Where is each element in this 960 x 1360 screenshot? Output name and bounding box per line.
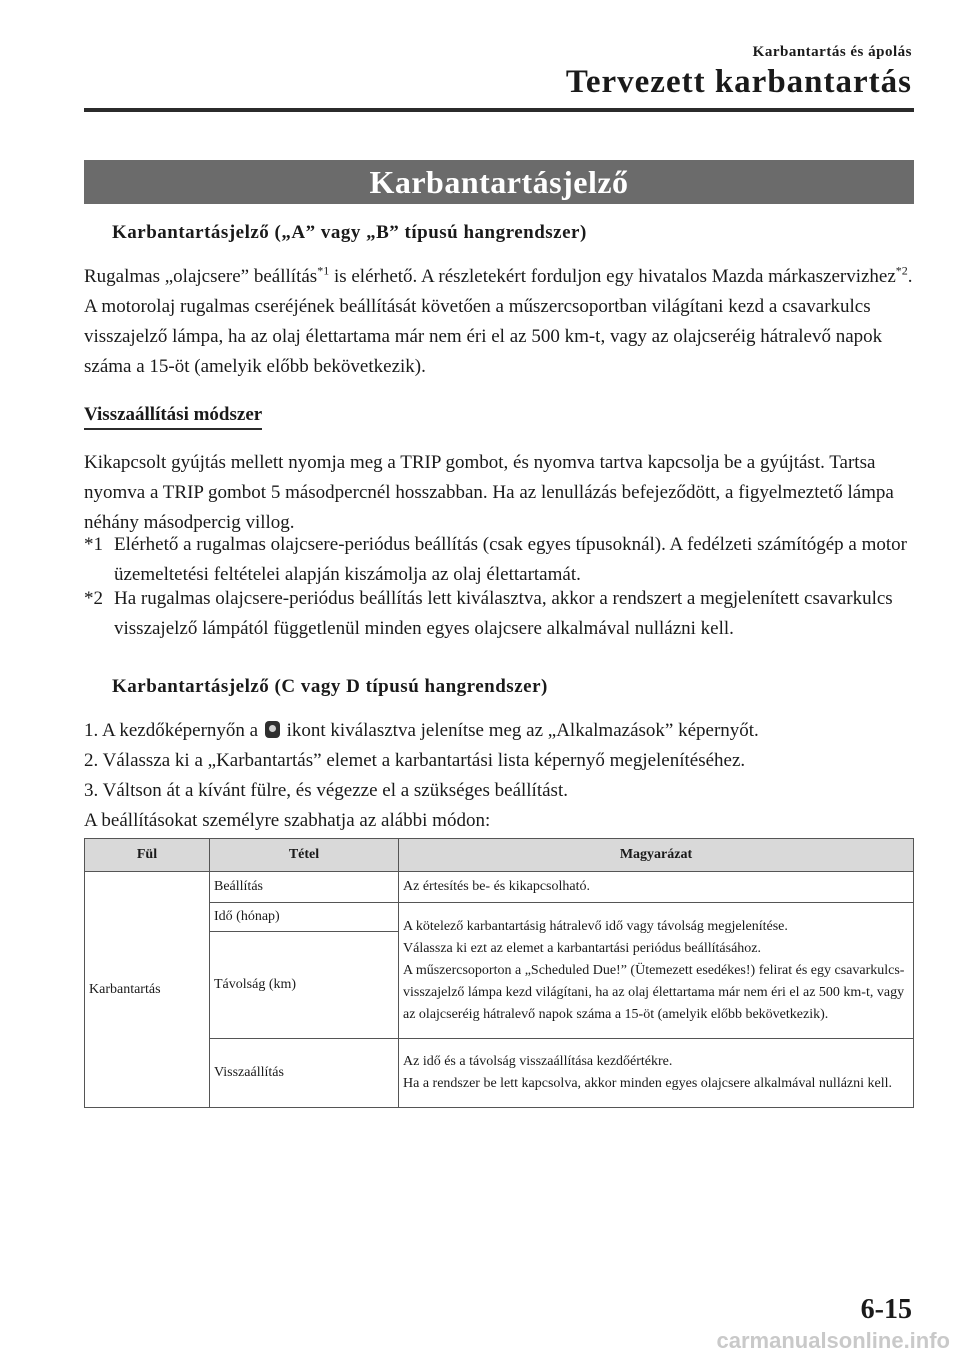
settings-table [84,838,914,1108]
subheading-c-d: Karbantartásjelző (C vagy D típusú hangrendszer) [112,676,548,697]
item-cell: Távolság (km) [210,932,399,1039]
tab-cell: Karbantartás [85,872,210,1108]
reset-method-heading: Visszaállítási módszer [84,404,262,430]
explanation-cell: Az értesítés be- és kikapcsolható. [399,872,914,903]
step-1: 1. A kezdőképernyőn a ikont kiválasztva jelenítse meg az „Alkalmazások” képernyőt. [84,720,759,741]
item-cell: Idő (hónap) [210,903,399,932]
footnote-2: *2 Ha rugalmas olajcsere-periódus beállítás lett kiválasztva, akkor a rendszert a megjelenített csavarkulcs visszajelző lámpától függetlenül minden egyes olajcsere alkalmával nullázni kell. [84,588,893,639]
footnote-1: *1 Elérhető a rugalmas olajcsere-periódus beállítás (csak egyes típusoknál). A fedélzeti számítógép a motor üzemeltetési feltételei alapján kiszámolja az olaj élettartamát. [84,534,907,585]
footnote-ref-2: *2 [895,263,908,278]
step-2: 2. Válassza ki a „Karbantartás” elemet a karbantartási lista képernyő megjelenítéséhez. [84,750,746,771]
section-banner: Karbantartásjelző [84,160,914,204]
running-header-chapter: Tervezett karbantartás [565,64,912,100]
watermark: carmanualsonline.info [716,1328,950,1353]
table-row [85,903,914,932]
item-cell: Beállítás [210,872,399,903]
header-rule [84,108,914,112]
item-cell: Visszaállítás [210,1039,399,1108]
reset-paragraph: Kikapcsolt gyújtás mellett nyomja meg a TRIP gombot, és nyomva tartva kapcsolja be a gyújtást. Tartsa nyomva a TRIP gombot 5 másodpercnél hosszabban. Ha az lenullázás befejeződött, a figyelmeztető lámpa néhány másodpercig villog. [84,452,894,533]
explanation-cell: Az idő és a távolság visszaállítása kezdőértékre. Ha a rendszer be lett kapcsolva, akkor minden egyes olajcsere alkalmával nullázni kell. [399,1039,914,1108]
intro-paragraph: Rugalmas „olajcsere” beállítás$^{*1}$ is elérhető. A részletekért forduljon egy hivatalos Mazda márkaszervizhez$^{*2}$. A motorolaj rugalmas cseréjének beállítását követően a műszercsoportban világítani kezd a csavarkulcs visszajelző lámpa, ha az olaj élettartama már nem éri el az 500 km-t, vagy az olajcseréig hátralevő napok száma a 15-öt (amelyik előbb bekövetkezik). [84,263,913,377]
step-3: 3. Váltson át a kívánt fülre, és végezze el a szükséges beállítást. [84,780,568,801]
subheading-a-b: Karbantartásjelző („A” vagy „B” típusú hangrendszer) [112,222,587,243]
table-header: Fül [85,839,210,872]
explanation-cell: A kötelező karbantartásig hátralevő idő vagy távolság megjelenítése. Válassza ki ezt az elemet a karbantartási periódus beállításához. A műszercsoporton a „Scheduled Due!” (Ütemezett esedékes!) felirat és egy csavarkulcs-visszajelző lámpa kezd világítani, ha az olaj élettartama már nem éri el az 500 km-t, vagy az olajcseréig hátralevő napok száma a 15-öt (amelyik előbb bekövetkezik). [399,903,914,1039]
table-header-row [85,839,914,872]
running-header-section: Karbantartás és ápolás [752,44,912,60]
table-header: Magyarázat [399,839,914,872]
table-row [85,1039,914,1108]
page-number: 6-15 [860,1294,912,1325]
footnote-ref-1: *1 [317,263,330,278]
apps-icon [265,721,280,738]
table-header: Tétel [210,839,399,872]
table-row [85,872,914,903]
steps-list [84,716,914,836]
settings-intro: A beállításokat személyre szabhatja az alábbi módon: [84,810,491,831]
